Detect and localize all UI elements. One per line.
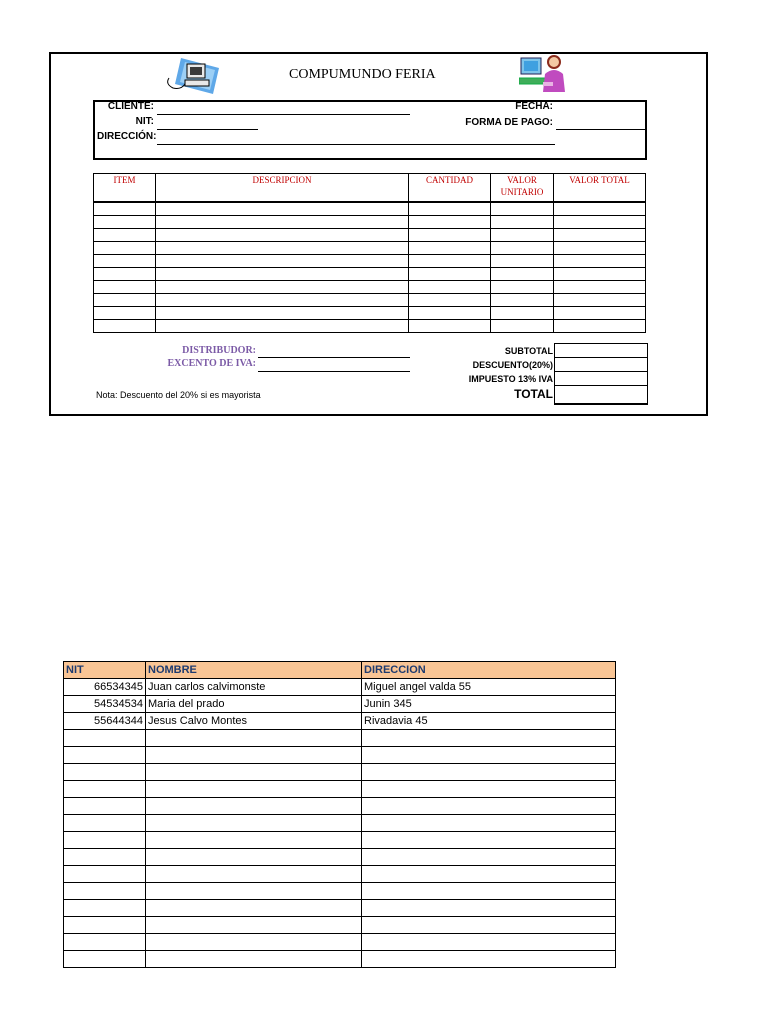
direccion-label: DIRECCIÓN: bbox=[97, 131, 157, 142]
table-cell[interactable] bbox=[146, 747, 362, 764]
direccion-cell[interactable]: Junin 345 bbox=[362, 696, 616, 713]
table-cell[interactable] bbox=[64, 747, 146, 764]
items-header-row bbox=[94, 174, 646, 203]
nit-cell[interactable]: 55644344 bbox=[64, 713, 146, 730]
table-row bbox=[64, 781, 616, 798]
table-cell[interactable] bbox=[64, 934, 146, 951]
col-nit-header: NIT bbox=[64, 662, 146, 679]
table-cell[interactable] bbox=[409, 281, 491, 294]
total-value-cell[interactable] bbox=[555, 386, 648, 405]
table-cell[interactable] bbox=[362, 798, 616, 815]
distribuidor-label: DISTRIBUDOR: bbox=[182, 345, 256, 356]
table-cell[interactable] bbox=[362, 832, 616, 849]
table-cell[interactable] bbox=[146, 798, 362, 815]
table-row bbox=[64, 747, 616, 764]
total-row bbox=[555, 386, 648, 405]
clients-header-row bbox=[64, 662, 616, 679]
table-cell[interactable] bbox=[554, 307, 646, 320]
distribuidor-field-line[interactable] bbox=[258, 357, 410, 358]
table-cell[interactable] bbox=[491, 255, 554, 268]
table-row bbox=[64, 713, 616, 730]
table-cell[interactable] bbox=[362, 781, 616, 798]
table-row bbox=[94, 202, 646, 216]
table-cell[interactable] bbox=[146, 781, 362, 798]
descuento-value-cell[interactable] bbox=[555, 358, 648, 372]
table-cell[interactable] bbox=[156, 202, 409, 216]
cliente-label: CLIENTE: bbox=[107, 101, 154, 112]
table-cell[interactable] bbox=[146, 849, 362, 866]
table-cell[interactable] bbox=[64, 883, 146, 900]
table-cell[interactable] bbox=[362, 883, 616, 900]
direccion-cell[interactable]: Rivadavia 45 bbox=[362, 713, 616, 730]
col-descripcion-header: DESCRIPCION bbox=[156, 174, 409, 203]
table-cell[interactable] bbox=[94, 242, 156, 255]
totals-table bbox=[554, 343, 648, 405]
table-cell[interactable] bbox=[491, 202, 554, 216]
excento-iva-field-line[interactable] bbox=[258, 371, 410, 372]
table-cell[interactable] bbox=[554, 268, 646, 281]
nit-cell[interactable]: 54534534 bbox=[64, 696, 146, 713]
table-cell[interactable] bbox=[362, 951, 616, 968]
descuento-row bbox=[555, 358, 648, 372]
table-cell[interactable] bbox=[94, 202, 156, 216]
table-row bbox=[94, 320, 646, 333]
table-cell[interactable] bbox=[64, 832, 146, 849]
table-cell[interactable] bbox=[156, 229, 409, 242]
table-cell[interactable] bbox=[146, 951, 362, 968]
table-cell[interactable] bbox=[64, 866, 146, 883]
table-cell[interactable] bbox=[64, 798, 146, 815]
table-cell[interactable] bbox=[146, 934, 362, 951]
table-cell[interactable] bbox=[409, 320, 491, 333]
table-cell[interactable] bbox=[64, 951, 146, 968]
table-cell[interactable] bbox=[409, 216, 491, 229]
table-cell[interactable] bbox=[94, 229, 156, 242]
table-cell[interactable] bbox=[94, 268, 156, 281]
table-row bbox=[94, 216, 646, 229]
table-cell[interactable] bbox=[94, 320, 156, 333]
table-row bbox=[64, 696, 616, 713]
col-cantidad-header: CANTIDAD bbox=[409, 174, 491, 203]
computer-clipart-icon bbox=[163, 54, 225, 96]
table-row bbox=[64, 866, 616, 883]
table-cell[interactable] bbox=[362, 730, 616, 747]
invoice-title: COMPUMUNDO FERIA bbox=[289, 67, 436, 82]
col-nombre-header: NOMBRE bbox=[146, 662, 362, 679]
table-cell[interactable] bbox=[409, 294, 491, 307]
impuesto-row bbox=[555, 372, 648, 386]
nit-label: NIT: bbox=[135, 116, 154, 127]
table-cell[interactable] bbox=[64, 815, 146, 832]
table-row bbox=[64, 679, 616, 696]
table-cell[interactable] bbox=[64, 764, 146, 781]
table-cell[interactable] bbox=[491, 294, 554, 307]
table-cell[interactable] bbox=[362, 934, 616, 951]
nombre-cell[interactable]: Maria del prado bbox=[146, 696, 362, 713]
table-row bbox=[94, 294, 646, 307]
table-cell[interactable] bbox=[156, 255, 409, 268]
table-row bbox=[64, 815, 616, 832]
items-table bbox=[93, 173, 646, 333]
table-cell[interactable] bbox=[146, 815, 362, 832]
table-cell[interactable] bbox=[64, 781, 146, 798]
nombre-cell[interactable]: Juan carlos calvimonste bbox=[146, 679, 362, 696]
table-cell[interactable] bbox=[64, 917, 146, 934]
table-cell[interactable] bbox=[491, 281, 554, 294]
table-cell[interactable] bbox=[94, 281, 156, 294]
table-cell[interactable] bbox=[146, 764, 362, 781]
table-cell[interactable] bbox=[554, 320, 646, 333]
table-row bbox=[64, 917, 616, 934]
table-cell[interactable] bbox=[156, 281, 409, 294]
table-cell[interactable] bbox=[362, 866, 616, 883]
table-cell[interactable] bbox=[491, 268, 554, 281]
client-info-box bbox=[93, 100, 647, 160]
cliente-field-line[interactable] bbox=[157, 114, 410, 115]
nit-field-line[interactable] bbox=[157, 129, 258, 130]
table-cell[interactable] bbox=[362, 917, 616, 934]
table-cell[interactable] bbox=[146, 883, 362, 900]
forma-pago-label: FORMA DE PAGO: bbox=[465, 117, 553, 128]
table-row bbox=[64, 951, 616, 968]
table-cell[interactable] bbox=[156, 242, 409, 255]
table-row bbox=[64, 764, 616, 781]
table-cell[interactable] bbox=[94, 307, 156, 320]
table-cell[interactable] bbox=[491, 320, 554, 333]
table-cell[interactable] bbox=[146, 832, 362, 849]
table-cell[interactable] bbox=[554, 242, 646, 255]
table-cell[interactable] bbox=[554, 229, 646, 242]
subtotal-label: SUBTOTAL bbox=[504, 346, 553, 356]
col-item-header: ITEM bbox=[94, 174, 156, 203]
table-cell[interactable] bbox=[409, 268, 491, 281]
total-label: TOTAL bbox=[514, 387, 553, 401]
invoice-note: Nota: Descuento del 20% si es mayorista bbox=[96, 390, 261, 400]
table-cell[interactable] bbox=[554, 294, 646, 307]
table-cell[interactable] bbox=[491, 307, 554, 320]
table-cell[interactable] bbox=[362, 764, 616, 781]
forma-pago-field-line[interactable] bbox=[556, 129, 646, 130]
table-cell[interactable] bbox=[94, 255, 156, 268]
nit-cell[interactable]: 66534345 bbox=[64, 679, 146, 696]
col-valor-total-header: VALOR TOTAL bbox=[554, 174, 646, 203]
table-cell[interactable] bbox=[362, 815, 616, 832]
table-cell[interactable] bbox=[409, 229, 491, 242]
nombre-cell[interactable]: Jesus Calvo Montes bbox=[146, 713, 362, 730]
table-cell[interactable] bbox=[94, 216, 156, 229]
descuento-label: DESCUENTO(20%) bbox=[472, 360, 553, 370]
table-cell[interactable] bbox=[491, 242, 554, 255]
clients-table bbox=[63, 661, 616, 968]
table-cell[interactable] bbox=[362, 900, 616, 917]
table-row bbox=[64, 934, 616, 951]
table-cell[interactable] bbox=[146, 866, 362, 883]
table-row bbox=[64, 730, 616, 747]
table-cell[interactable] bbox=[554, 281, 646, 294]
table-row bbox=[94, 268, 646, 281]
table-cell[interactable] bbox=[156, 294, 409, 307]
table-cell[interactable] bbox=[409, 307, 491, 320]
table-cell[interactable] bbox=[554, 202, 646, 216]
fecha-label: FECHA: bbox=[515, 101, 553, 112]
table-row bbox=[64, 849, 616, 866]
table-cell[interactable] bbox=[409, 202, 491, 216]
table-cell[interactable] bbox=[491, 229, 554, 242]
table-cell[interactable] bbox=[94, 294, 156, 307]
table-row bbox=[64, 832, 616, 849]
direccion-field-line[interactable] bbox=[157, 144, 555, 145]
table-cell[interactable] bbox=[156, 320, 409, 333]
table-row bbox=[64, 900, 616, 917]
table-row bbox=[94, 281, 646, 294]
table-cell[interactable] bbox=[156, 268, 409, 281]
table-row bbox=[94, 242, 646, 255]
table-cell[interactable] bbox=[146, 900, 362, 917]
table-row bbox=[94, 255, 646, 268]
table-cell[interactable] bbox=[64, 730, 146, 747]
table-cell[interactable] bbox=[409, 255, 491, 268]
subtotal-row bbox=[555, 344, 648, 358]
impuesto-label: IMPUESTO 13% IVA bbox=[468, 374, 553, 384]
person-at-computer-icon bbox=[519, 52, 569, 96]
direccion-cell[interactable]: Miguel angel valda 55 bbox=[362, 679, 616, 696]
table-row bbox=[94, 307, 646, 320]
table-cell[interactable] bbox=[146, 730, 362, 747]
table-cell[interactable] bbox=[362, 849, 616, 866]
table-cell[interactable] bbox=[146, 917, 362, 934]
subtotal-value-cell[interactable] bbox=[555, 344, 648, 358]
table-cell[interactable] bbox=[491, 216, 554, 229]
table-cell[interactable] bbox=[409, 242, 491, 255]
table-row bbox=[94, 229, 646, 242]
table-cell[interactable] bbox=[156, 307, 409, 320]
table-row bbox=[64, 883, 616, 900]
table-cell[interactable] bbox=[64, 849, 146, 866]
table-cell[interactable] bbox=[554, 216, 646, 229]
table-cell[interactable] bbox=[156, 216, 409, 229]
excento-iva-label: EXCENTO DE IVA: bbox=[167, 358, 256, 369]
table-row bbox=[64, 798, 616, 815]
col-valor-unitario-header: VALOR UNITARIO bbox=[491, 174, 554, 203]
table-cell[interactable] bbox=[362, 747, 616, 764]
table-cell[interactable] bbox=[64, 900, 146, 917]
table-cell[interactable] bbox=[554, 255, 646, 268]
col-direccion-header: DIRECCION bbox=[362, 662, 616, 679]
impuesto-value-cell[interactable] bbox=[555, 372, 648, 386]
